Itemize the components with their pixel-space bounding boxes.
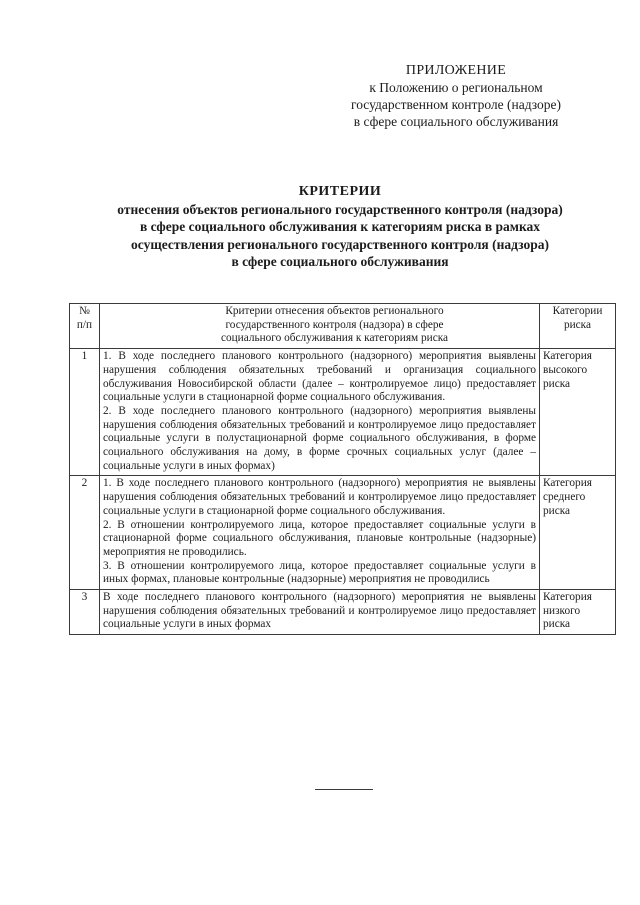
criteria-paragraph: 1. В ходе последнего планового контрольного (надзорного) мероприятия выявлены нарушения соблюдения обязательных требований и организация социального обслуживания Новосибирской области (далее – контролируемое лицо) предоставляет социальные услуги в стационарной форме социального обслуживания.: [103, 350, 536, 404]
document-title: КРИТЕРИИ: [298, 184, 382, 199]
criteria-paragraph: 2. В ходе последнего планового контрольного (надзорного) мероприятия выявлены нарушения соблюдения обязательных требований и контролируемое лицо предоставляет социальные услуги в полустационарной форме социального обслуживания, в форме социального обслуживания на дому, в форме срочных социальных услуг (далее – социальные услуги в иных формах): [103, 404, 536, 472]
appendix-title: ПРИЛОЖЕНИЕ: [405, 63, 507, 78]
risk-line: риска: [543, 504, 571, 517]
header-criteria: Критерии отнесения объектов регионального государственного контроля (надзора) в сфере социального обслуживания к категориям риска: [100, 304, 540, 349]
header-number: [70, 304, 100, 349]
row-criteria: [100, 476, 540, 590]
appendix-line: государственном контроле (надзоре): [351, 97, 561, 112]
header-risk-line: риска: [563, 318, 592, 331]
closing-divider: [315, 789, 373, 790]
risk-line: низкого: [543, 604, 581, 617]
criteria-table: [69, 303, 616, 635]
header-risk-line: Категории: [552, 305, 603, 317]
appendix-line: к Положению о региональном: [369, 80, 543, 95]
row-number: 1: [70, 349, 100, 476]
title-line: осуществления регионального государственного контроля (надзора): [131, 236, 549, 252]
header-number-line: п/п: [76, 318, 93, 331]
criteria-paragraph: 3. В отношении контролируемого лица, которое предоставляет социальные услуги в иных формах, плановые контрольные (надзорные) мероприятия не проводились: [103, 559, 536, 586]
risk-line: риска: [543, 618, 571, 631]
header-risk: [540, 304, 616, 349]
document-title-block: [60, 183, 620, 271]
risk-line: высокого: [543, 363, 588, 376]
risk-line: риска: [543, 377, 571, 390]
criteria-paragraph: В ходе последнего планового контрольного (надзорного) мероприятия не выявлены нарушения соблюдения обязательных требований и контролируемое лицо предоставляет социальные услуги в иных формах: [103, 591, 536, 631]
risk-line: Категория: [543, 350, 592, 363]
table-header-row: [70, 304, 616, 349]
title-line: в сфере социального обслуживания: [231, 254, 449, 269]
row-risk-category: [540, 476, 616, 590]
title-line: в сфере социального обслуживания к категориям риска в рамках: [139, 219, 541, 234]
title-line: отнесения объектов регионального государственного контроля (надзора): [117, 201, 563, 217]
appendix-block: [306, 62, 606, 130]
table-row: [70, 476, 616, 590]
header-number-line: №: [79, 305, 90, 317]
row-number: 2: [70, 476, 100, 590]
risk-line: Категория: [543, 591, 592, 604]
row-criteria: [100, 590, 540, 635]
risk-line: среднего: [543, 491, 586, 504]
row-risk-category: [540, 349, 616, 476]
row-criteria: [100, 349, 540, 476]
row-number: 3: [70, 590, 100, 635]
criteria-paragraph: 1. В ходе последнего планового контрольного (надзорного) мероприятия не выявлены нарушения соблюдения обязательных требований и контролируемое лицо предоставляет социальные услуги в стационарной форме социального обслуживания.: [103, 477, 536, 517]
row-risk-category: [540, 590, 616, 635]
risk-line: Категория: [543, 477, 592, 490]
appendix-line: в сфере социального обслуживания: [353, 114, 559, 129]
table-row: [70, 590, 616, 635]
table-row: [70, 349, 616, 476]
criteria-paragraph: 2. В отношении контролируемого лица, которое предоставляет социальные услуги в стационарной форме социального обслуживания, плановые контрольные (надзорные) мероприятия не проводились.: [103, 518, 536, 558]
